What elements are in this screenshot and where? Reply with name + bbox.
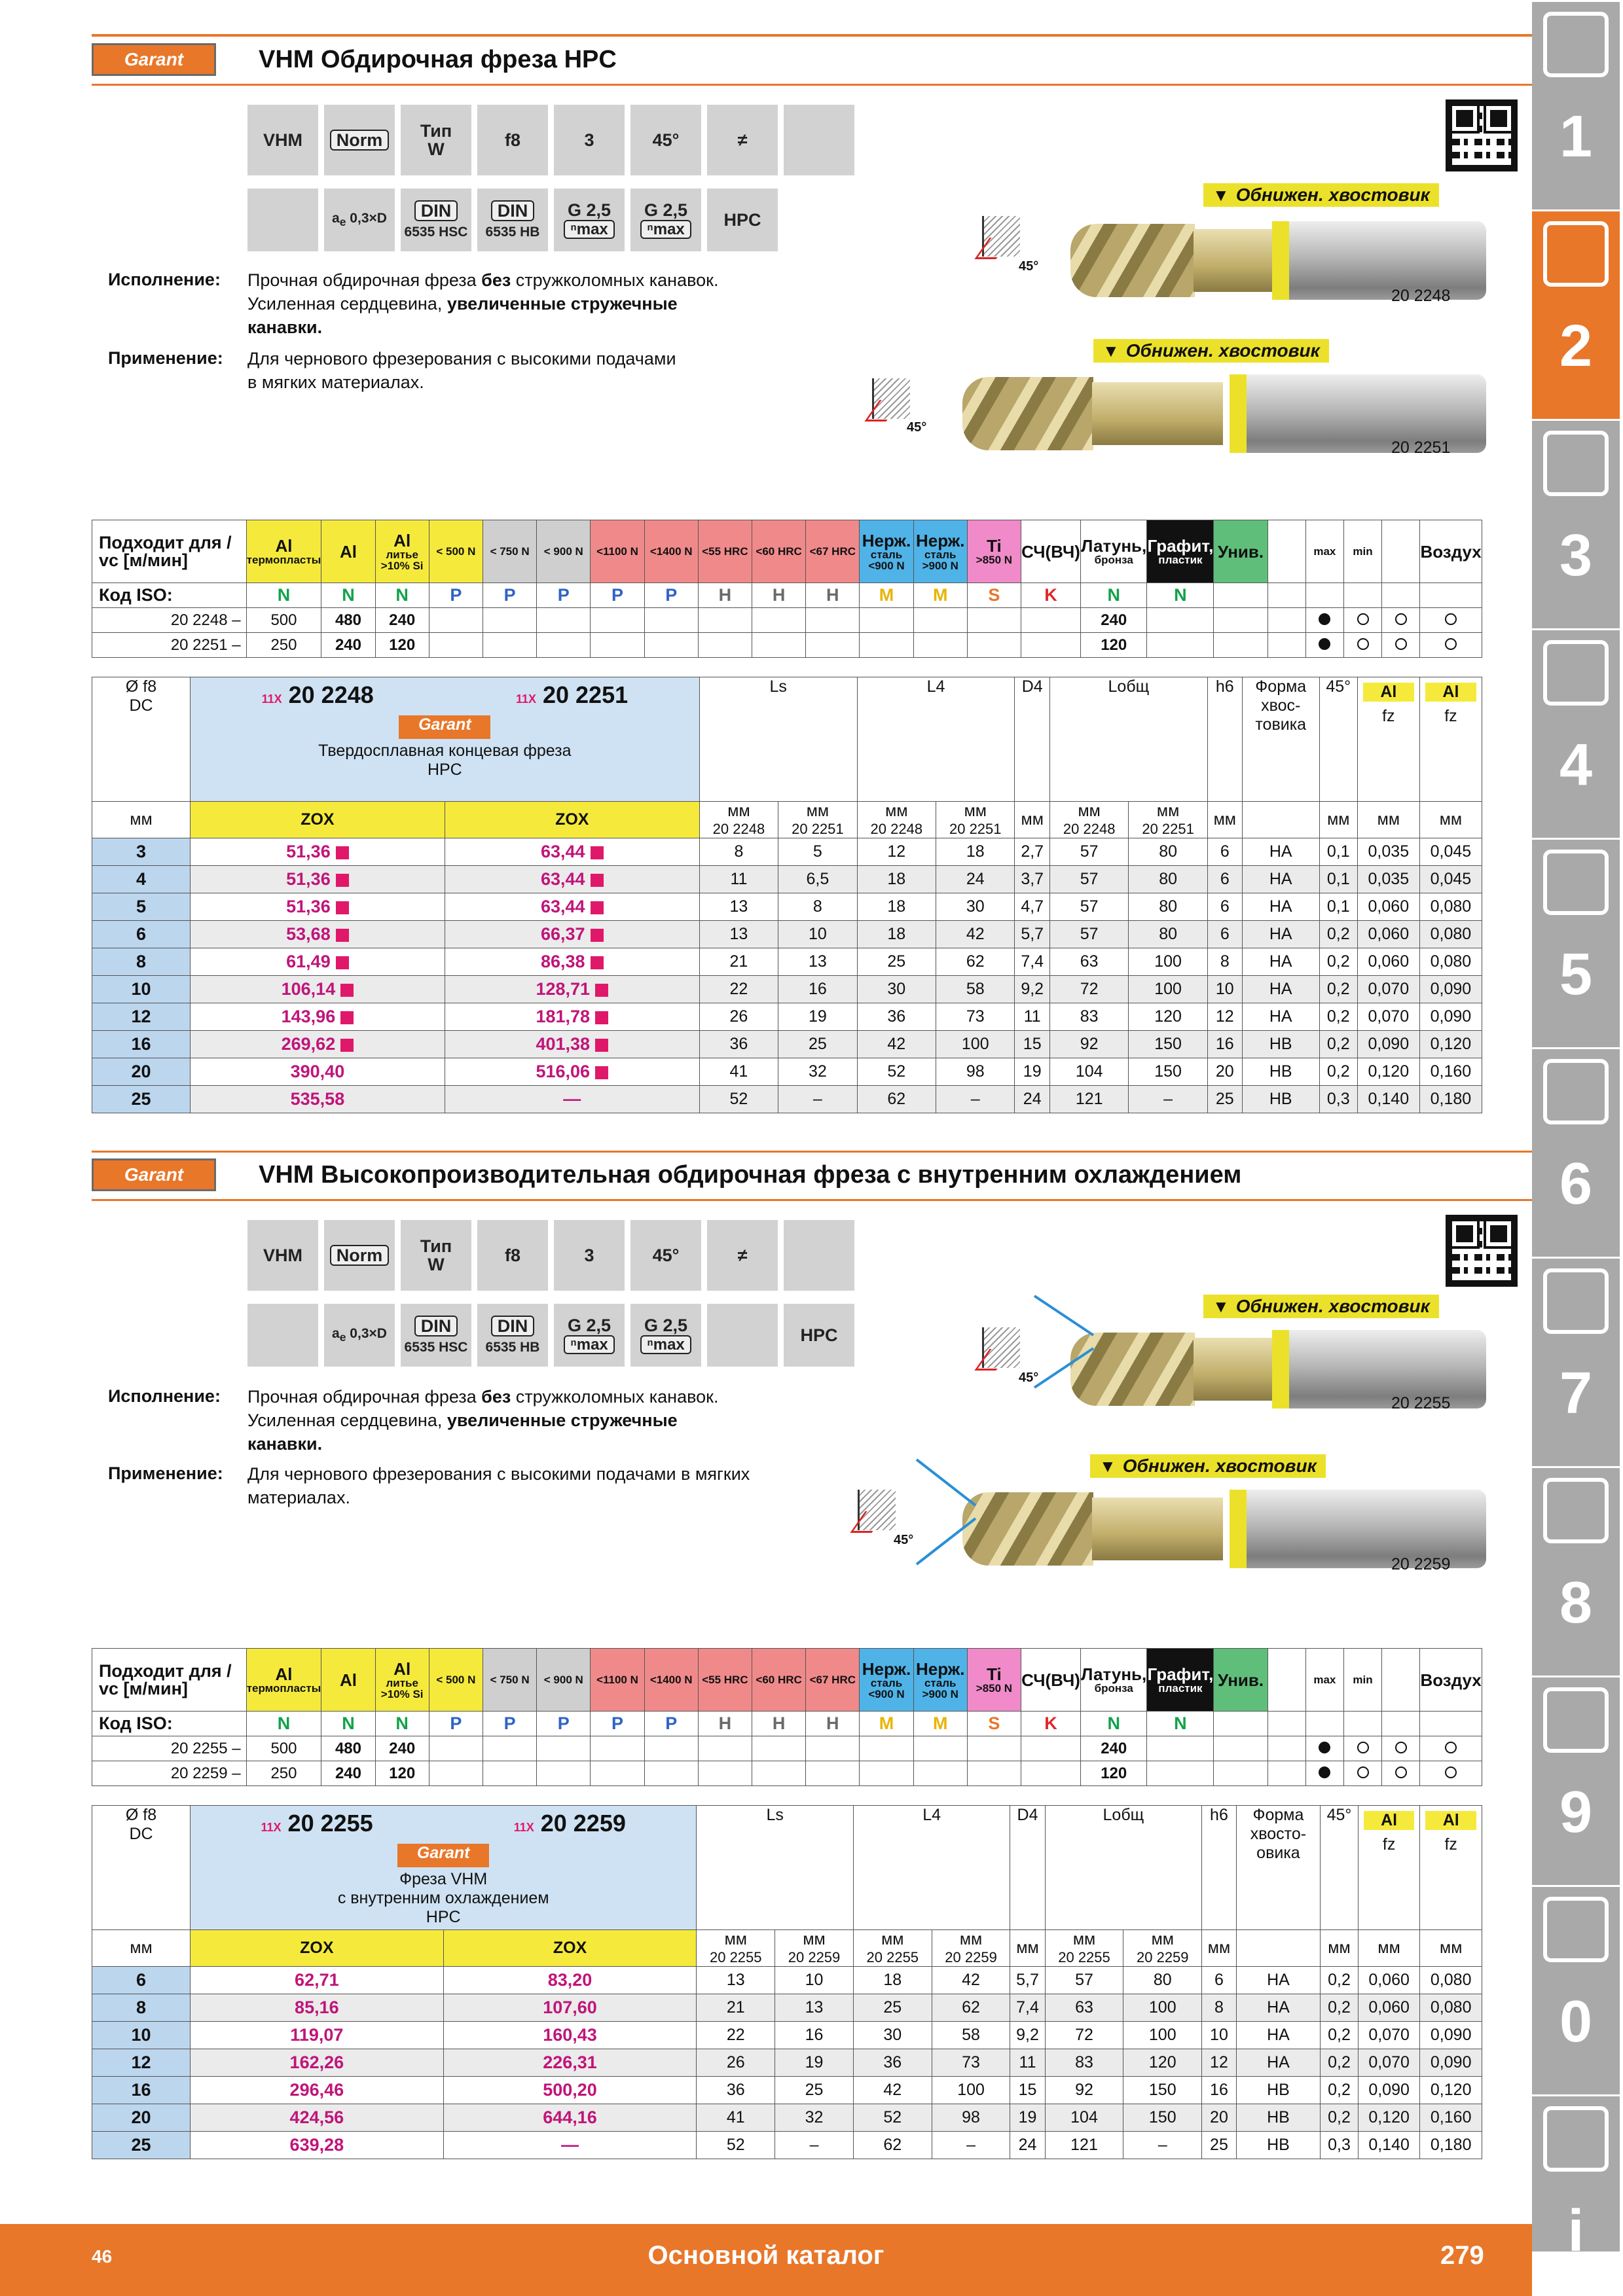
dimension-row: 10 106,14 128,71 22 16 30 58 9,2 72 100 10 HA 0,2 0,070 0,090	[92, 976, 1482, 1003]
flutes-icon: 3	[554, 105, 625, 175]
icon-row2-5: G 2,5 ⁿmax	[630, 188, 701, 251]
chapter-icon	[1543, 431, 1609, 496]
material-col-8: <55 HRC	[698, 520, 752, 583]
app-label: Применение:	[108, 348, 223, 368]
helix-icon: 45°	[630, 1220, 701, 1291]
dimensions-table-2: Ø f8 DC 11X 20 2255 11X 20 2259 Garant Фреза VHM с внутренним охлаждением HPC Ls L4 D4 Lобщ h6 Форма хвосто- овика 45° Al fz Al fz мм ZOX ZOX мм 20 2255 мм 20 2259 мм 20 2255 мм 20 2259 мм мм 20 2255 мм 20 2259 мм мм мм мм 6 62,71 83,20 13 10 18 42 5,7 57 80 6 HA 0,2 0,060 0,080 8 85,16 107,60 21 13 25 62 7,4 63 100 8 HA 0,2 0,060 0,080 10 119,07 160,43 22 16 30 58 9,2 72 100 10 HA 0,2 0,070 0,090 12 162,26 226,31 26 19 36 73 11 83 120 12 HA 0,2 0,070 0,090 16 296,46 500,20 36 25 42 100 15 92 150 16 HB 0,2 0,090 0,120 20 424,56 644,16 41 32 52 98 19 104 150 20 HB 0,2 0,120 0,160 25 639,28 — 52 – 62 – 24 121 – 25 HB 0,3 0,140 0,180	[92, 1805, 1482, 2159]
material-col-12: Нерж. сталь >900 N	[913, 520, 967, 583]
icon-row2-1: $a_e$ 0,3×D	[324, 188, 395, 251]
chapter-icon	[1543, 850, 1609, 915]
icon-row2-2: DIN 6535 HSC	[401, 1304, 471, 1367]
chapter-icon	[1543, 1268, 1609, 1334]
article-number: 20 2248	[1391, 287, 1451, 305]
flutes-icon: 3	[554, 1220, 625, 1291]
type-w-icon: Тип W	[401, 105, 471, 175]
chapter-tab-5[interactable]: 5	[1532, 838, 1620, 1047]
icon-row2-2: DIN 6535 HSC	[401, 188, 471, 251]
icon-row2-4: G 2,5 ⁿmax	[554, 188, 625, 251]
material-col-14: СЧ(ВЧ)	[1021, 1649, 1081, 1712]
materials-table-2: Подходит для / vc [м/мин] Al термопласты Al Al литье >10% Si < 500 N < 750 N < 900 N <1100 N <1400 N <55 HRC <60 HRC <67 HRC Нерж. сталь <900 N Нерж. сталь >900 N Ti >850 N СЧ(ВЧ) Латунь, бронза Графит, пластик Унив. max min Воздух Код ISO: N N N P P P P P H H H M M S K N N 20 2255 – 500 480 240 240 20 2259 – 250 240 120 120	[92, 1648, 1482, 1786]
dimension-row: 8 61,49 86,38 21 13 25 62 7,4 63 100 8 HA 0,2 0,060 0,080	[92, 948, 1482, 976]
material-col-19: max	[1305, 1649, 1343, 1712]
type-w-icon: Тип W	[401, 1220, 471, 1291]
suitable-for-label: Подходит для / vc [м/мин]	[92, 520, 247, 583]
article-number: 20 2255	[1391, 1394, 1451, 1412]
norm-icon: Norm	[324, 1220, 395, 1291]
coolant-jet-icon	[903, 1453, 982, 1571]
material-col-5: < 900 N	[537, 1649, 591, 1712]
reduced-shank-callout: ▼ Обнижен. хвостовик	[1093, 339, 1329, 363]
material-col-15: Латунь, бронза	[1081, 1649, 1147, 1712]
material-col-22: Воздух	[1420, 1649, 1482, 1712]
garant-logo: Garant	[92, 1158, 216, 1191]
article-number: 20 2259	[1391, 1555, 1451, 1573]
material-col-18	[1267, 1649, 1305, 1712]
title-rule-2	[92, 1199, 1532, 1201]
title-rule-1	[92, 84, 1532, 86]
material-col-9: <60 HRC	[752, 520, 806, 583]
coolant-jet-icon	[1021, 1289, 1100, 1394]
material-col-16: Графит, пластик	[1147, 1649, 1214, 1712]
material-col-20: min	[1343, 520, 1381, 583]
unequal-pitch-icon: ≠	[707, 105, 778, 175]
reduced-shank-callout: ▼ Обнижен. хвостовик	[1090, 1454, 1326, 1478]
chapter-tab-9[interactable]: 9	[1532, 1676, 1620, 1885]
icon-row2-1: $a_e$ 0,3×D	[324, 1304, 395, 1367]
material-col-0: Al термопласты	[246, 520, 321, 583]
icon-row2-7: HPC	[784, 1304, 854, 1367]
material-col-14: СЧ(ВЧ)	[1021, 520, 1081, 583]
corner-chamfer-icon	[982, 1327, 1020, 1368]
material-col-1: Al	[321, 520, 375, 583]
section-2-title: VHM Высокопроизводительная обдирочная фреза с внутренним охлаждением	[259, 1161, 1242, 1189]
dimension-row: 25 535,58 — 52 – 62 – 24 121 – 25 HB 0,3 0,140 0,180	[92, 1086, 1482, 1113]
dimension-row: 20 390,40 516,06 41 32 52 98 19 104 150 20 HB 0,2 0,120 0,160	[92, 1058, 1482, 1086]
section-rule	[92, 1151, 1532, 1153]
material-row: 20 2259 – 250 240 120 120	[92, 1761, 1482, 1786]
material-col-0: Al термопласты	[246, 1649, 321, 1712]
chapter-tab-4[interactable]: 4	[1532, 628, 1620, 838]
chapter-tab-1[interactable]: 1	[1532, 0, 1620, 209]
qr-code[interactable]	[1446, 99, 1518, 171]
corner-chamfer-icon	[982, 216, 1020, 257]
material-col-11: Нерж. сталь <900 N	[860, 1649, 913, 1712]
chapter-icon	[1543, 1897, 1609, 1962]
icon-row2-6	[707, 1304, 778, 1367]
material-row: 20 2251 – 250 240 120 120	[92, 633, 1482, 658]
material-row: 20 2255 – 500 480 240 240	[92, 1736, 1482, 1761]
dimension-row: 6 53,68 66,37 13 10 18 42 5,7 57 80 6 HA 0,2 0,060 0,080	[92, 921, 1482, 948]
material-col-19: max	[1305, 520, 1343, 583]
material-col-10: <67 HRC	[806, 520, 860, 583]
material-col-11: Нерж. сталь <900 N	[860, 520, 913, 583]
material-col-12: Нерж. сталь >900 N	[913, 1649, 967, 1712]
unequal-pitch-icon: ≠	[707, 1220, 778, 1291]
exec-text: Прочная обдирочная фреза без стружколомных канавок. Усиленная сердцевина, увеличенные стружечные канавки.	[247, 270, 719, 337]
material-col-20: min	[1343, 1649, 1381, 1712]
chapter-tab-i[interactable]: i	[1532, 2094, 1620, 2251]
material-col-3: < 500 N	[429, 520, 483, 583]
direction-icon	[784, 1220, 854, 1291]
app-text: Для чернового фрезерования с высокими подачами в мягких материалах.	[247, 1464, 750, 1507]
chapter-icon	[1543, 1478, 1609, 1543]
catalog-title: Основной каталог	[647, 2241, 884, 2270]
dimension-row: 12 162,26 226,31 26 19 36 73 11 83 120 12 HA 0,2 0,070 0,090	[92, 2049, 1482, 2077]
icon-row2-3: DIN 6535 HB	[477, 1304, 548, 1367]
article-number: 20 2251	[1391, 439, 1451, 457]
icon-row2-3: DIN 6535 HB	[477, 188, 548, 251]
footer-bar	[0, 2224, 1532, 2296]
chapter-icon	[1543, 1687, 1609, 1753]
chapter-icon	[1543, 2106, 1609, 2172]
icon-row2-0	[247, 1304, 318, 1367]
chapter-icon	[1543, 12, 1609, 77]
material-col-10: <67 HRC	[806, 1649, 860, 1712]
dimension-row: 16 296,46 500,20 36 25 42 100 15 92 150 16 HB 0,2 0,090 0,120	[92, 2077, 1482, 2104]
dimension-row: 12 143,96 181,78 26 19 36 73 11 83 120 12 HA 0,2 0,070 0,090	[92, 1003, 1482, 1031]
app-label: Применение:	[108, 1463, 223, 1483]
material-row: 20 2248 – 500 480 240 240	[92, 608, 1482, 633]
material-col-4: < 750 N	[483, 1649, 536, 1712]
chapter-icon	[1543, 221, 1609, 287]
norm-icon: Norm	[324, 105, 395, 175]
material-col-17: Унив.	[1214, 520, 1267, 583]
qr-code[interactable]	[1446, 1215, 1518, 1287]
helix-icon: 45°	[630, 105, 701, 175]
top-rule	[92, 34, 1532, 37]
material-col-1: Al	[321, 1649, 375, 1712]
section-1-title: VHM Обдирочная фреза HPC	[259, 46, 617, 73]
vhm-icon: VHM	[247, 105, 318, 175]
material-col-21	[1382, 1649, 1420, 1712]
icon-row2-6: HPC	[707, 188, 778, 251]
dimension-row: 10 119,07 160,43 22 16 30 58 9,2 72 100 10 HA 0,2 0,070 0,090	[92, 2022, 1482, 2049]
app-text: Для чернового фрезерования с высокими подачами в мягких материалах.	[247, 349, 676, 392]
chapter-tab-0[interactable]: 0	[1532, 1885, 1620, 2094]
material-col-16: Графит, пластик	[1147, 520, 1214, 583]
icon-row2-0	[247, 188, 318, 251]
corner-chamfer-icon	[858, 1490, 896, 1530]
chapter-tab-6[interactable]: 6	[1532, 1047, 1620, 1257]
icon-row2-4: G 2,5 ⁿmax	[554, 1304, 625, 1367]
chapter-tab-3[interactable]: 3	[1532, 419, 1620, 628]
dimension-row: 20 424,56 644,16 41 32 52 98 19 104 150 20 HB 0,2 0,120 0,160	[92, 2104, 1482, 2132]
material-col-18	[1267, 520, 1305, 583]
chapter-tab-8[interactable]: 8	[1532, 1466, 1620, 1676]
material-col-21	[1382, 520, 1420, 583]
exec-label: Исполнение:	[108, 270, 221, 289]
suitable-for-label: Подходит для / vc [м/мин]	[92, 1649, 247, 1712]
material-col-8: <55 HRC	[698, 1649, 752, 1712]
garant-logo: Garant	[92, 43, 216, 76]
exec-label: Исполнение:	[108, 1386, 221, 1406]
material-col-6: <1100 N	[591, 520, 644, 583]
vhm-icon: VHM	[247, 1220, 318, 1291]
materials-table-1: Подходит для / vc [м/мин] Al термопласты Al Al литье >10% Si < 500 N < 750 N < 900 N <1100 N <1400 N <55 HRC <60 HRC <67 HRC Нерж. сталь <900 N Нерж. сталь >900 N Ti >850 N СЧ(ВЧ) Латунь, бронза Графит, пластик Унив. max min Воздух Код ISO: N N N P P P P P H H H M M S K N N 20 2248 – 500 480 240 240 20 2251 – 250 240 120 120	[92, 520, 1482, 658]
chapter-tab-2[interactable]: 2	[1532, 209, 1620, 419]
material-col-9: <60 HRC	[752, 1649, 806, 1712]
material-col-15: Латунь, бронза	[1081, 520, 1147, 583]
icon-row2-5: G 2,5 ⁿmax	[630, 1304, 701, 1367]
direction-icon	[784, 105, 854, 175]
chapter-tab-7[interactable]: 7	[1532, 1257, 1620, 1466]
chapter-icon	[1543, 1059, 1609, 1124]
dimension-row: 4 51,36 63,44 11 6,5 18 24 3,7 57 80 6 HA 0,1 0,035 0,045	[92, 866, 1482, 893]
left-page-number: 46	[92, 2246, 113, 2267]
dimension-row: 8 85,16 107,60 21 13 25 62 7,4 63 100 8 HA 0,2 0,060 0,080	[92, 1994, 1482, 2022]
dimensions-table-1: Ø f8 DC 11X 20 2248 11X 20 2251 Garant Твердосплавная концевая фреза HPC Ls L4 D4 Lобщ h6 Форма хвос- товика 45° Al fz Al fz мм ZOX ZOX мм 20 2248 мм 20 2251 мм 20 2248 мм 20 2251 мм мм 20 2248 мм 20 2251 мм мм мм мм 3 51,36 63,44 8 5 12 18 2,7 57 80 6 HA 0,1 0,035 0,045 4 51,36 63,44 11 6,5 18 24 3,7 57 80 6 HA 0,1 0,035 0,045 5 51,36 63,44 13 8 18 30 4,7 57 80 6 HA 0,1 0,060 0,080 6 53,68 66,37 13 10 18 42 5,7 57 80 6 HA 0,2 0,060 0,080 8 61,49 86,38 21 13 25 62 7,4 63 100 8 HA 0,2 0,060 0,080 10 106,14 128,71 22 16 30 58 9,2 72 100 10 HA 0,2 0,070 0,090 12 143,96 181,78 26 19 36 73 11 83 120 12 HA 0,2 0,070 0,090 16 269,62 401,38 36 25 42 100 15 92 150 16 HB 0,2 0,090 0,120 20 390,40 516,06 41 32 52 98 19 104 150 20 HB 0,2 0,120 0,160 25 535,58 — 52 – 62 – 24 121 – 25 HB 0,3 0,140 0,180	[92, 677, 1482, 1113]
material-col-13: Ti >850 N	[967, 1649, 1021, 1712]
material-col-2: Al литье >10% Si	[375, 520, 429, 583]
material-col-4: < 750 N	[483, 520, 536, 583]
material-col-22: Воздух	[1420, 520, 1482, 583]
dimension-row: 25 639,28 — 52 – 62 – 24 121 – 25 HB 0,3 0,140 0,180	[92, 2132, 1482, 2159]
material-col-13: Ti >850 N	[967, 520, 1021, 583]
right-page-number: 279	[1440, 2241, 1484, 2270]
material-col-7: <1400 N	[644, 520, 698, 583]
dimension-row: 3 51,36 63,44 8 5 12 18 2,7 57 80 6 HA 0,1 0,035 0,045	[92, 838, 1482, 866]
material-col-6: <1100 N	[591, 1649, 644, 1712]
exec-text: Прочная обдирочная фреза без стружколомных канавок. Усиленная сердцевина, увеличенные стружечные канавки.	[247, 1387, 719, 1454]
chapter-icon	[1543, 640, 1609, 706]
dimension-row: 6 62,71 83,20 13 10 18 42 5,7 57 80 6 HA 0,2 0,060 0,080	[92, 1967, 1482, 1994]
tolerance-icon: f8	[477, 1220, 548, 1291]
material-col-17: Унив.	[1214, 1649, 1267, 1712]
dimension-row: 5 51,36 63,44 13 8 18 30 4,7 57 80 6 HA 0,1 0,060 0,080	[92, 893, 1482, 921]
material-col-2: Al литье >10% Si	[375, 1649, 429, 1712]
dimension-row: 16 269,62 401,38 36 25 42 100 15 92 150 16 HB 0,2 0,090 0,120	[92, 1031, 1482, 1058]
reduced-shank-callout: ▼ Обнижен. хвостовик	[1203, 1295, 1439, 1318]
material-col-7: <1400 N	[644, 1649, 698, 1712]
corner-chamfer-icon	[872, 378, 910, 419]
tolerance-icon: f8	[477, 105, 548, 175]
material-col-3: < 500 N	[429, 1649, 483, 1712]
reduced-shank-callout: ▼ Обнижен. хвостовик	[1203, 183, 1439, 207]
material-col-5: < 900 N	[537, 520, 591, 583]
